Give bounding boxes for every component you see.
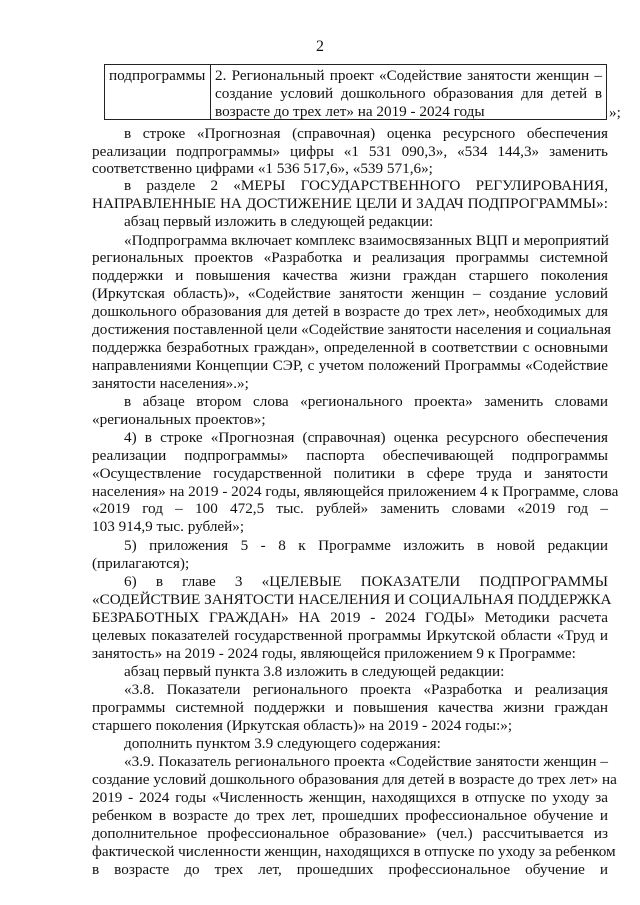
text-line: реализации подпрограммы» паспорта обеспечивающей подпрограммы [92, 447, 608, 464]
text-line: НАПРАВЛЕННЫЕ НА ДОСТИЖЕНИЕ ЦЕЛИ И ЗАДАЧ ПОДПРОГРАММЫ»: [92, 195, 608, 212]
text-line: целевых показателей государственной программы Иркутской области «Труд и [92, 627, 608, 644]
text-line: населения» на 2019 - 2024 годы, являющейся приложением 4 к Программе, слова [92, 483, 619, 500]
text-line: программы системной поддержки и повышения качества жизни граждан [92, 699, 608, 716]
text-line: «региональных проектов»; [92, 411, 266, 428]
table-value-line: 2. Региональный проект «Содействие занятости женщин – [215, 67, 602, 84]
text-line: фактической численности женщин, находящихся в отпуске по уходу за ребенком [92, 843, 616, 860]
text-line: 4) в строке «Прогнозная (справочная) оценка ресурсного обеспечения [124, 429, 608, 446]
text-line: 5) приложения 5 - 8 к Программе изложить в новой редакции [124, 537, 608, 554]
text-line: в возрасте до трех лет, прошедших профессиональное обучение и [92, 861, 608, 878]
text-line: дополнить пунктом 3.9 следующего содержания: [124, 735, 441, 752]
text-line: ребенком в возрасте до трех лет, прошедших профессиональное обучение и [92, 807, 608, 824]
text-line: «3.9. Показатель регионального проекта «Содействие занятости женщин – [124, 753, 608, 770]
text-line: 2019 - 2024 годы «Численность женщин, находящихся в отпуске по уходу за [92, 789, 608, 806]
text-line: реализации подпрограммы» цифры «1 531 090,3», «534 144,3» заменить [92, 143, 608, 160]
program-table [104, 64, 607, 120]
text-line: дополнительное профессиональное образование» (чел.) рассчитывается из [92, 825, 608, 842]
text-line: абзац первый изложить в следующей редакции: [124, 213, 434, 230]
table-closing-quote: »; [609, 104, 621, 121]
text-line: в строке «Прогнозная (справочная) оценка ресурсного обеспечения [124, 125, 608, 142]
text-line: дошкольного образования для детей в возрасте до трех лет», необходимых для [92, 303, 608, 320]
text-line: занятость» на 2019 - 2024 годы, являющейся приложением 9 к Программе: [92, 645, 576, 662]
text-line: поддержка безработных граждан», определенной в соответствии с основными [92, 339, 608, 356]
text-line: 6) в главе 3 «ЦЕЛЕВЫЕ ПОКАЗАТЕЛИ ПОДПРОГРАММЫ [124, 573, 608, 590]
text-line: достижения поставленной цели «Содействие занятости населения и социальная [92, 321, 612, 338]
text-line: «СОДЕЙСТВИЕ ЗАНЯТОСТИ НАСЕЛЕНИЯ И СОЦИАЛЬНАЯ ПОДДЕРЖКА [92, 591, 612, 608]
text-line: «3.8. Показатели регионального проекта «Разработка и реализация [124, 681, 608, 698]
text-line: направлениями Концепции СЭР, с учетом положений Программы «Содействие [92, 357, 608, 374]
text-line: абзац первый пункта 3.8 изложить в следующей редакции: [124, 663, 505, 680]
table-value-cell [211, 65, 606, 119]
table-label-cell: подпрограммы [105, 65, 211, 119]
text-line: занятости населения».»; [92, 375, 249, 392]
text-line: создание условий дошкольного образования для детей в возрасте до трех лет» на [92, 771, 617, 788]
text-line: БЕЗРАБОТНЫХ ГРАЖДАН» НА 2019 - 2024 ГОДЫ» Методики расчета [92, 609, 608, 626]
text-line: в абзаце втором слова «регионального проекта» заменить словами [124, 393, 608, 410]
text-line: (Иркутская область)», «Содействие занятости женщин – создание условий [92, 285, 608, 302]
text-line: старшего поколения (Иркутская область)» на 2019 - 2024 годы:»; [92, 717, 513, 734]
text-line: региональных проектов «Разработка и реализация программы системной [92, 249, 608, 266]
text-line: поддержки и повышения качества жизни граждан старшего поколения [92, 267, 608, 284]
table-value-line: создание условий дошкольного образования для детей в [215, 85, 602, 102]
text-line: 103 914,9 тыс. рублей»; [92, 518, 245, 535]
text-line: «Осуществление государственной политики в сфере труда и занятости [92, 465, 608, 482]
table-value-line: возрасте до трех лет» на 2019 - 2024 годы [215, 103, 485, 120]
text-line: в разделе 2 «МЕРЫ ГОСУДАРСТВЕННОГО РЕГУЛИРОВАНИЯ, [124, 177, 608, 194]
text-line: «2019 год – 100 472,5 тыс. рублей» заменить словами «2019 год – [92, 500, 608, 517]
text-line: соответственно цифрами «1 536 517,6», «539 571,6»; [92, 160, 433, 177]
page-number: 2 [316, 38, 324, 55]
text-line: (прилагаются); [92, 555, 190, 572]
text-line: «Подпрограмма включает комплекс взаимосвязанных ВЦП и мероприятий [124, 232, 609, 249]
